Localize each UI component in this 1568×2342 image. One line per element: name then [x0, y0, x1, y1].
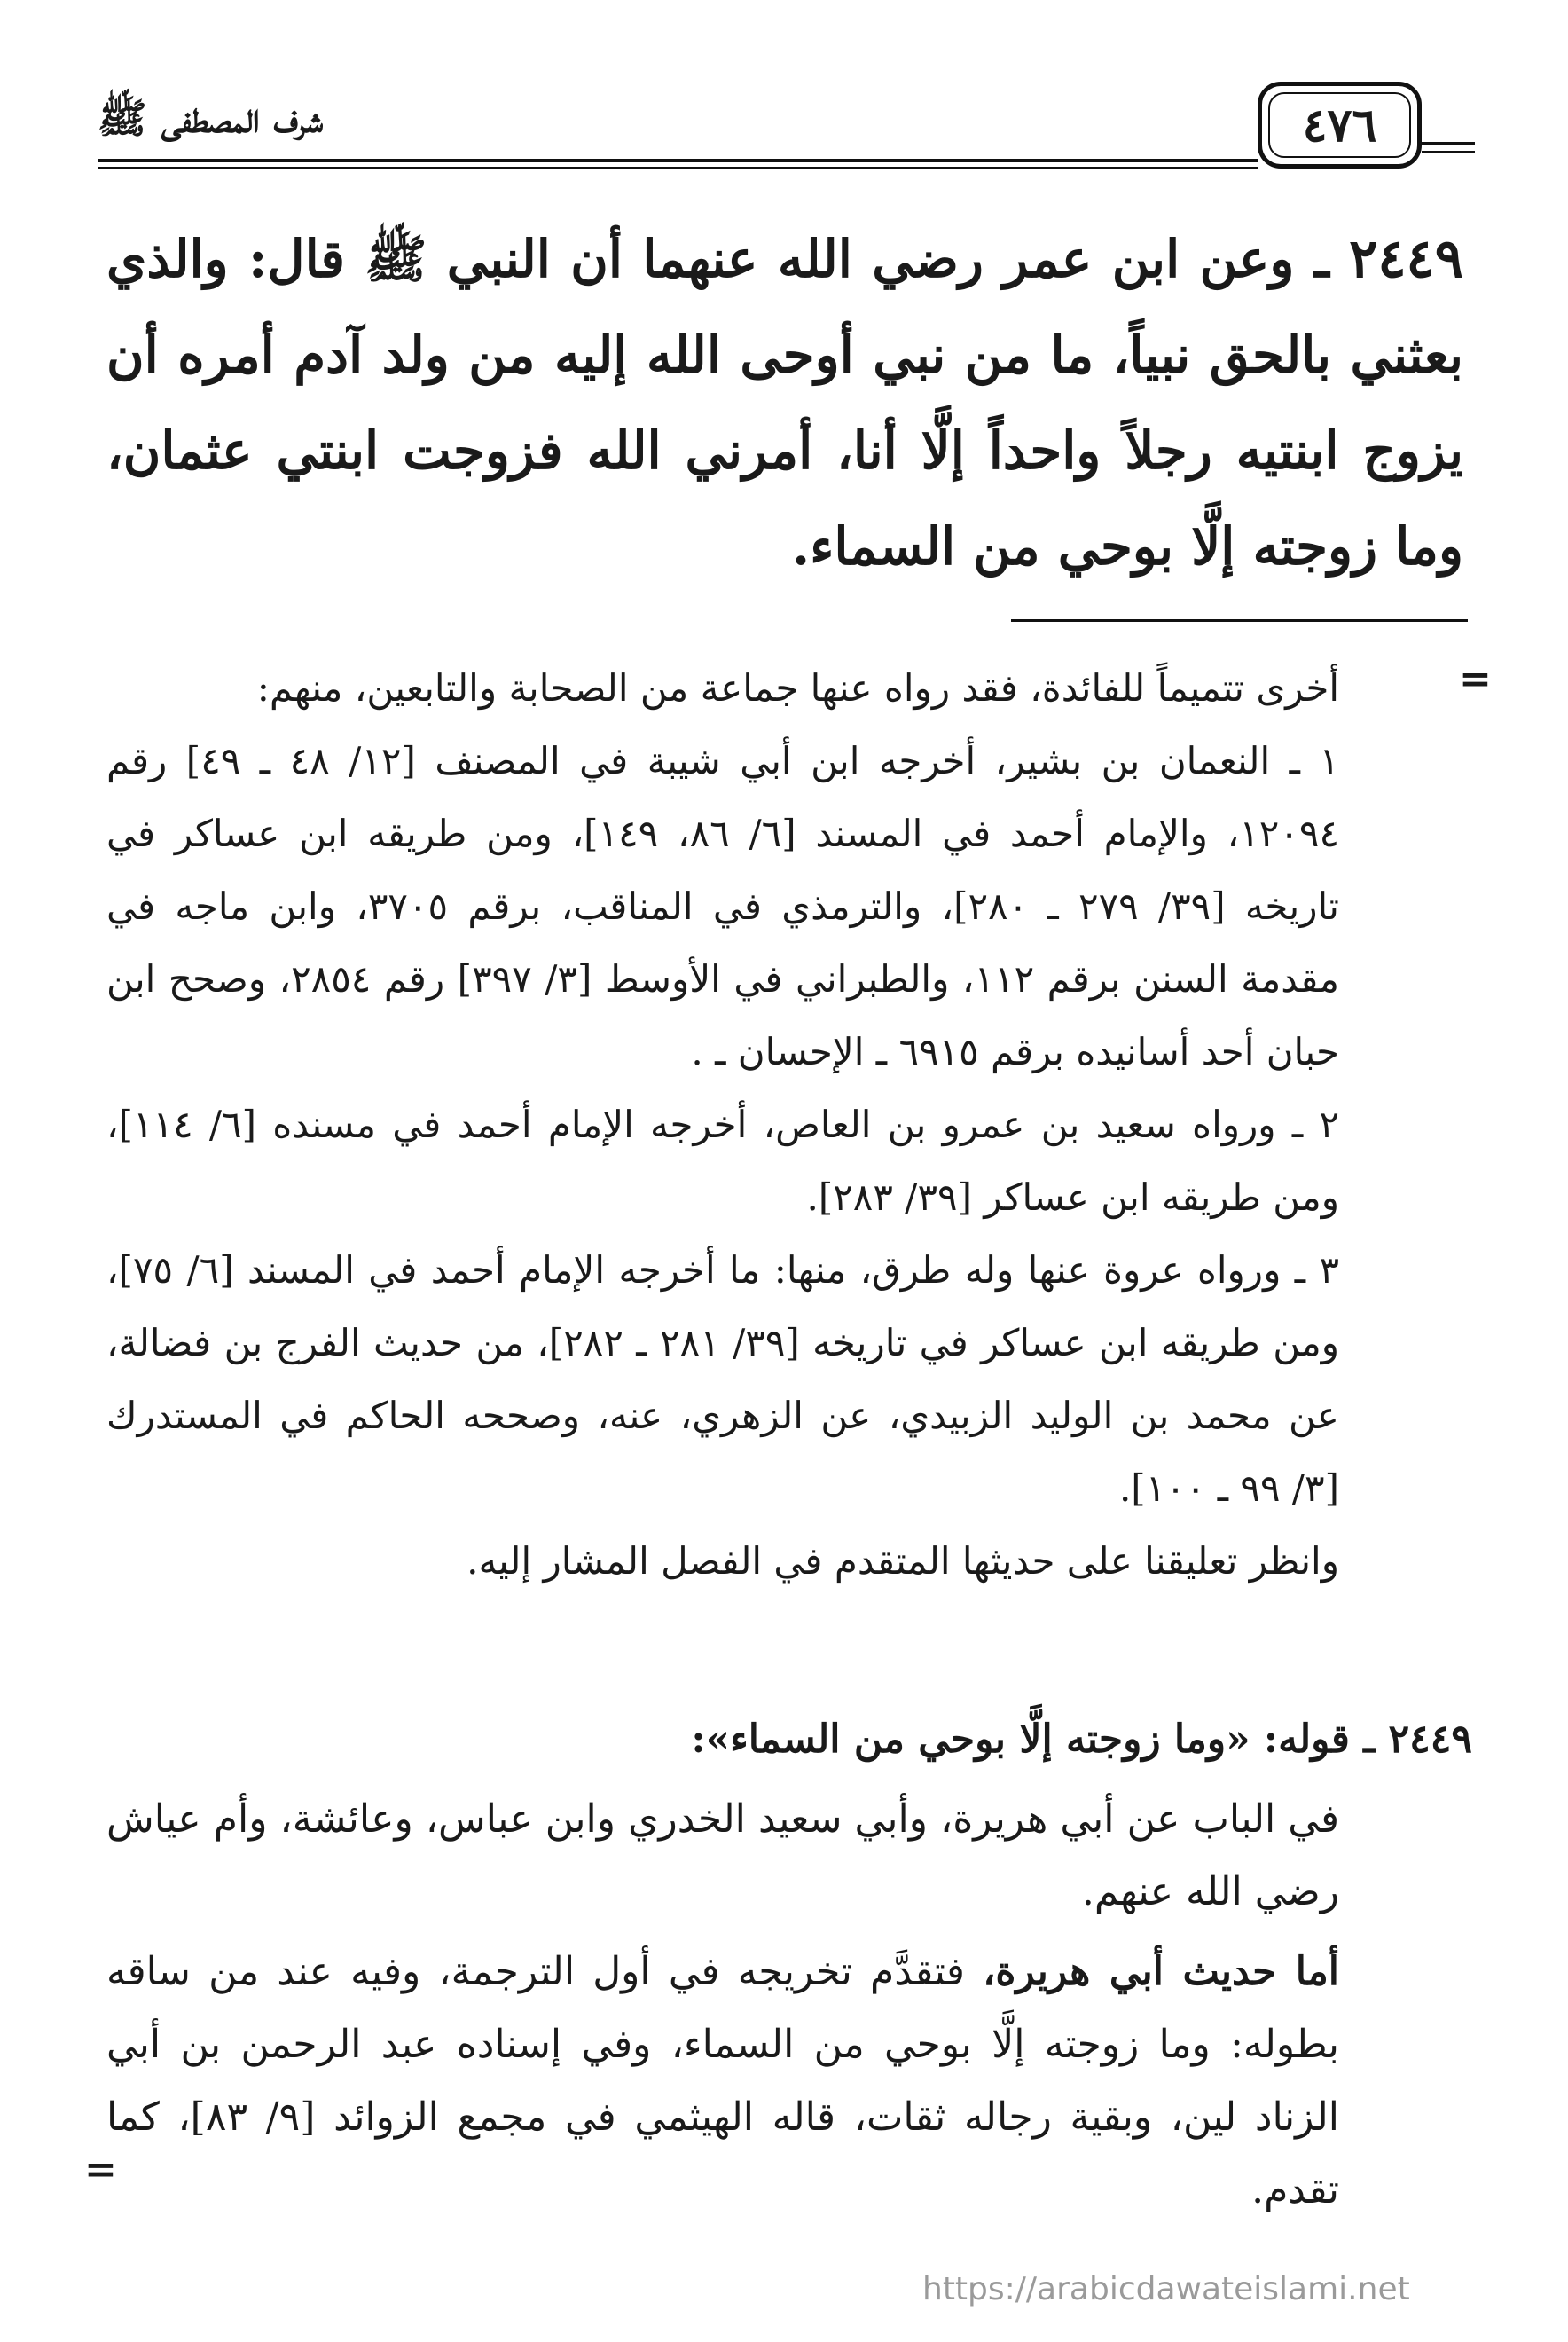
watermark-url: https://arabicdawateislami.net [922, 2271, 1410, 2307]
page-number-frame [1258, 82, 1422, 169]
commentary-lead: أما حديث أبي هريرة، [983, 1949, 1339, 1994]
header-rule-thin [98, 167, 1258, 169]
page-number: ٤٧٦ [1302, 98, 1377, 153]
continuation-mark-bottom: = [84, 2147, 117, 2192]
commentary-heading: ٢٤٤٩ ـ قوله: «وما زوجته إلَّا بوحي من السماء»: [691, 1717, 1472, 1762]
commentary [106, 1783, 1339, 2234]
footnote-paragraph: ١ ـ النعمان بن بشير، أخرجه ابن أبي شيبة في المصنف [١٢/ ٤٨ ـ ٤٩] رقم ١٢٠٩٤، والإمام أحمد في المسند [٦/ ٨٦، ١٤٩]، ومن طريقه ابن عساكر في تاريخه [٣٩/ ٢٧٩ ـ ٢٨٠]، والترمذي في المناقب، برقم ٣٧٠٥، وابن ماجه في مقدمة السنن برقم ١١٢، والطبراني في الأوسط [٣/ ٣٩٧] رقم ٢٨٥٤، وصحح ابن حبان أحد أسانيده برقم ٦٩١٥ ـ الإحسان ـ . [106, 739, 1340, 1073]
continuation-mark-top: = [1459, 656, 1492, 702]
commentary-text: فتقدَّم تخريجه في أول الترجمة، وفيه عند من ساقه بطوله: وما زوجته إلَّا بوحي من السماء، وفي إسناده عبد الرحمن بن أبي الزناد لين، وبقية رجاله ثقات، قاله الهيثمي في مجمع الزوائد [٩/ ٨٣]، كما تقدم. [106, 1949, 1340, 2212]
running-title: شرف المصطفى ﷺ [98, 94, 324, 142]
hadith-number: ٢٤٤٩ [1349, 228, 1463, 290]
hadith-text [106, 211, 1463, 594]
header-rule [98, 159, 1258, 162]
commentary-paragraph: في الباب عن أبي هريرة، وأبي سعيد الخدري وابن عباس، وعائشة، وأم عياش رضي الله عنهم. [106, 1796, 1339, 1914]
page-header [0, 0, 1568, 195]
footnote-paragraph: أخرى تتميماً للفائدة، فقد رواه عنها جماعة من الصحابة والتابعين، منهم: [256, 666, 1339, 710]
footnote-paragraph: وانظر تعليقنا على حديثها المتقدم في الفصل المشار إليه. [466, 1539, 1339, 1583]
footnote-paragraph: ٣ ـ ورواه عروة عنها وله طرق، منها: ما أخرجه الإمام أحمد في المسند [٦/ ٧٥]، ومن طريقه ابن عساكر في تاريخه [٣٩/ ٢٨١ ـ ٢٨٢]، من حديث الفرج بن فضالة، عن محمد بن الوليد الزبيدي، عن الزهري، عنه، وصححه الحاكم في المستدرك [٣/ ٩٩ ـ ١٠٠]. [106, 1248, 1339, 1510]
hadith-body: ـ وعن ابن عمر رضي الله عنهما أن النبي ﷺ قال: والذي بعثني بالحق نبياً، ما من نبي أوحى الله إليه من ولد آدم أمره أن يزوج ابنتيه رجلاً واحداً إلَّا أنا، أمرني الله فزوجت ابنتي عثمان، وما زوجته إلَّا بوحي من السماء. [106, 229, 1463, 577]
header-rule-right [1422, 142, 1475, 145]
header-rule-right-thin [1422, 151, 1475, 153]
footnote-separator [1011, 619, 1468, 622]
footnote-paragraph: ٢ ـ ورواه سعيد بن عمرو بن العاص، أخرجه الإمام أحمد في مسنده [٦/ ١١٤]، ومن طريقه ابن عساكر [٣٩/ ٢٨٣]. [106, 1103, 1339, 1219]
footnote [106, 652, 1339, 1598]
commentary-paragraph [106, 1936, 1339, 2227]
